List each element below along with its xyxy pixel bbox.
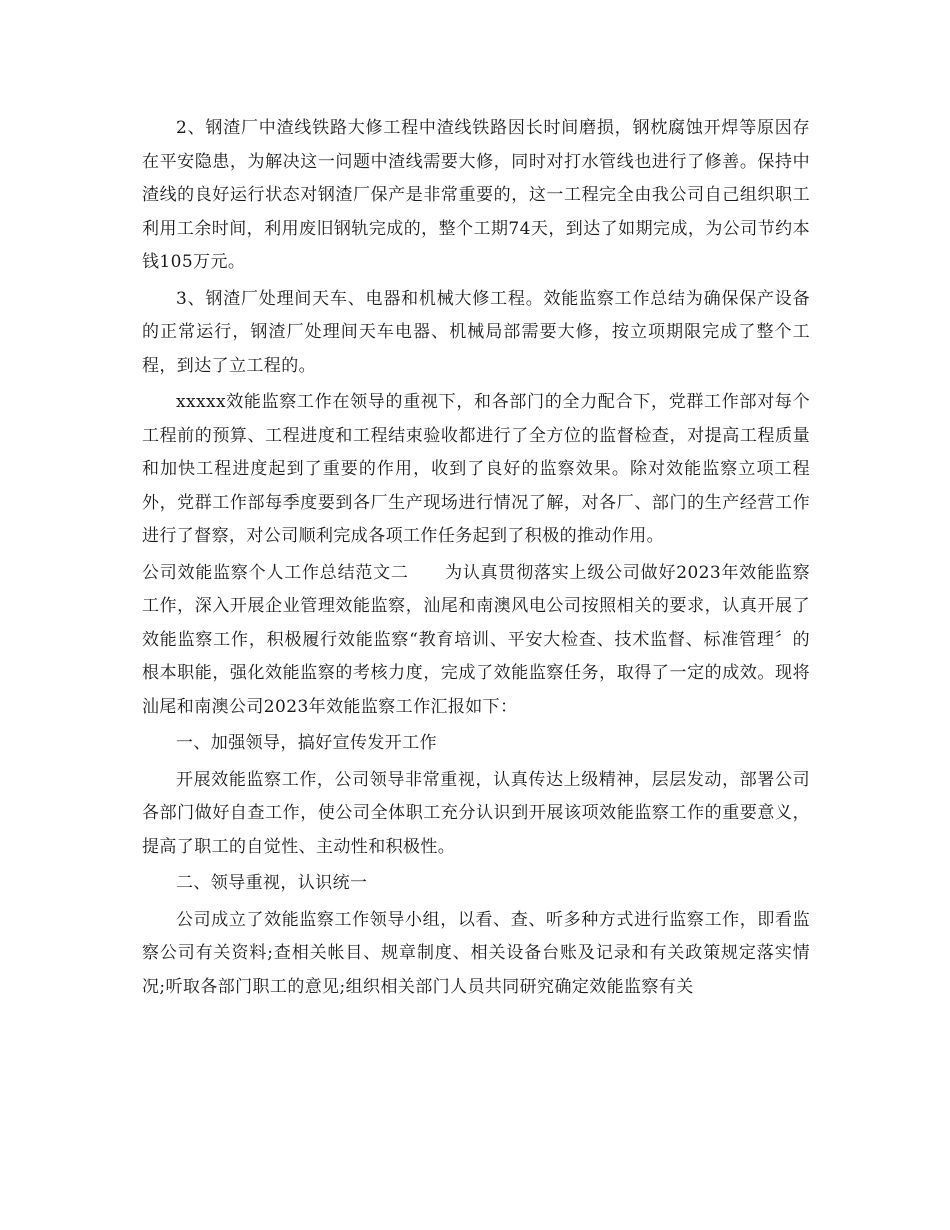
section-two-paragraph [142,557,810,725]
heading-strengthen-leadership: 一、加强领导，搞好宣传发开工作 [176,733,437,753]
paragraph-steel-slag-railway: 2、钢渣厂中渣线铁路大修工程中渣线铁路因长时间磨损，钢枕腐蚀开焊等原因存在平安隐患，为解决这一问题中渣线需要大修，同时对打水管线也进行了修善。保持中渣线的良好运行状态对钢渣厂保产是非常重要的，这一工程完全由我公司自己组织职工利用工余时间，利用废旧钢轨完成的，整个工期74天，到达了如期完成，为公司节约本钱105万元。 [142,118,810,272]
section-intro: 为认真贯彻落实上级公司做好2023年效能监察工作，深入开展企业管理效能监察，汕尾和南澳风电公司按照相关的要求，认真开展了效能监察工作，积极履行效能监察“教育培训、平安大检查、技术监督、标准管理〞的根本职能，强化效能监察的考核力度，完成了效能监察任务，取得了一定的成效。现将汕尾和南澳公司2023年效能监察工作汇报如下： [142,562,810,717]
paragraph-leadership-body: 开展效能监察工作，公司领导非常重视，认真传达上级精神，层层发动，部署公司各部门做好自查工作，使公司全体职工充分认识到开展该项效能监察工作的重要意义，提高了职工的自觉性、主动性和积极性。 [142,769,810,857]
paragraph-crane-repair: 3、钢渣厂处理间天车、电器和机械大修工程。效能监察工作总结为确保保产设备的正常运行，钢渣厂处理间天车电器、机械局部需要大修，按立项期限完成了整个工程，到达了立工程的。 [142,288,810,376]
section-title: 公司效能监察个人工作总结范文二 [142,562,409,583]
paragraph-supervision-summary: xxxxx效能监察工作在领导的重视下，和各部门的全力配合下，党群工作部对每个工程前的预算、工程进度和工程结束验收都进行了全方位的监督检查，对提高工程质量和加快工程进度起到了重要的作用，收到了良好的监察效果。除对效能监察立项工程外，党群工作部每季度要到各厂生产现场进行情况了解，对各厂、部门的生产经营工作进行了督察，对公司顺利完成各项工作任务起到了积极的推动作用。 [142,392,810,546]
paragraph-group-body: 公司成立了效能监察工作领导小组，以看、查、听多种方式进行监察工作，即看监察公司有关资料;查相关帐目、规章制度、相关设备台账及记录和有关政策规定落实情况;听取各部门职工的意见;组织相关部门人员共同研究确定效能监察有关 [142,909,810,997]
heading-unified-understanding: 二、领导重视，认识统一 [176,873,368,893]
document-page [142,112,810,1007]
